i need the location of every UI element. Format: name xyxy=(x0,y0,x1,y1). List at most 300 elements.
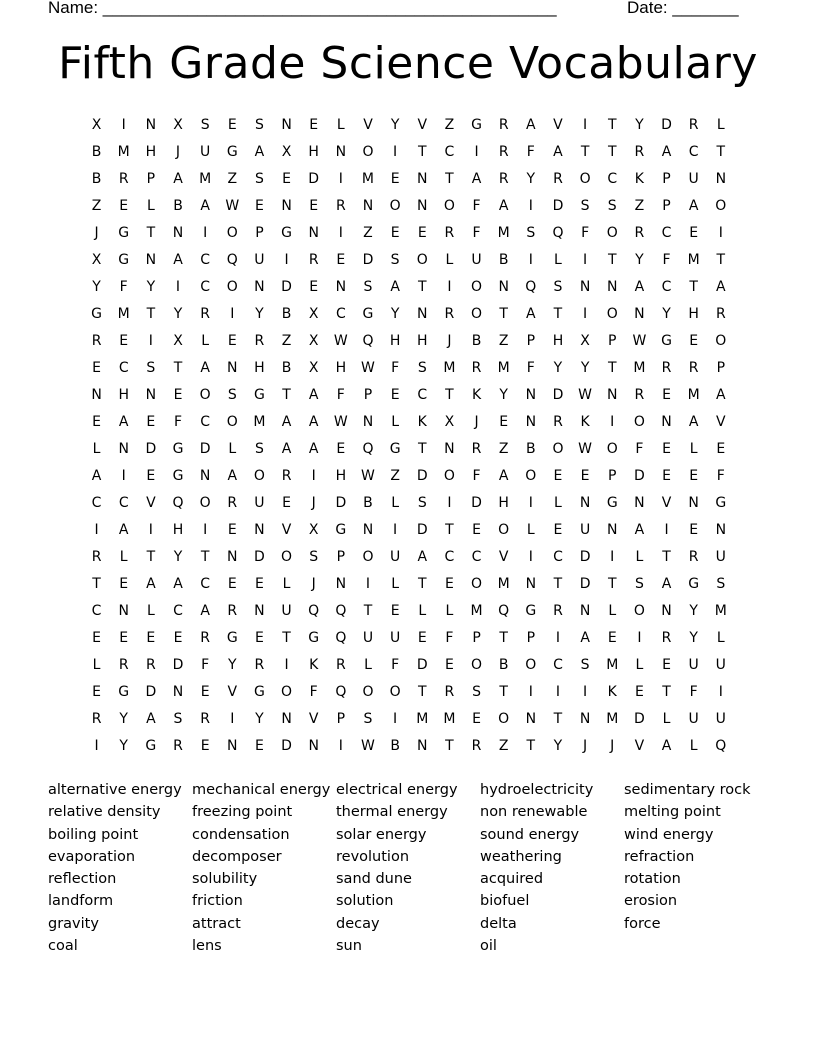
grid-letter[interactable]: U xyxy=(281,603,292,619)
grid-letter[interactable]: O xyxy=(715,333,727,349)
grid-letter[interactable]: Q xyxy=(226,252,238,268)
grid-letter[interactable]: D xyxy=(579,576,591,592)
grid-letter[interactable]: K xyxy=(607,684,617,700)
grid-letter[interactable]: I xyxy=(393,711,398,727)
grid-letter[interactable]: A xyxy=(173,171,183,187)
grid-letter[interactable]: R xyxy=(471,738,482,754)
grid-letter[interactable]: N xyxy=(525,387,537,403)
grid-letter[interactable]: E xyxy=(92,684,101,700)
grid-letter[interactable]: V xyxy=(716,414,726,430)
grid-letter[interactable]: C xyxy=(118,360,129,376)
grid-letter[interactable]: G xyxy=(145,738,157,754)
grid-letter[interactable]: E xyxy=(227,117,237,133)
grid-letter[interactable]: R xyxy=(634,144,645,160)
grid-letter[interactable]: T xyxy=(716,252,726,268)
grid-letter[interactable]: P xyxy=(526,333,536,349)
grid-letter[interactable]: Z xyxy=(227,171,238,187)
grid-letter[interactable]: S xyxy=(526,225,536,241)
grid-letter[interactable]: S xyxy=(254,117,264,133)
grid-letter[interactable]: R xyxy=(444,306,455,322)
grid-letter[interactable]: J xyxy=(311,576,316,592)
grid-letter[interactable]: L xyxy=(689,738,698,754)
grid-letter[interactable]: E xyxy=(227,333,237,349)
grid-letter[interactable]: E xyxy=(499,414,509,430)
grid-letter[interactable]: Y xyxy=(662,306,671,322)
grid-letter[interactable]: L xyxy=(146,198,155,214)
grid-letter[interactable]: O xyxy=(606,225,618,241)
grid-letter[interactable]: D xyxy=(145,441,157,457)
grid-letter[interactable]: Y xyxy=(119,738,128,754)
grid-letter[interactable]: X xyxy=(580,333,590,349)
grid-letter[interactable]: R xyxy=(200,630,210,646)
grid-letter[interactable]: O xyxy=(199,387,211,403)
grid-letter[interactable]: H xyxy=(308,144,319,160)
grid-letter[interactable]: O xyxy=(199,495,211,511)
grid-letter[interactable]: F xyxy=(336,387,345,403)
grid-letter[interactable]: W xyxy=(225,198,240,214)
grid-letter[interactable]: D xyxy=(281,738,292,754)
grid-letter[interactable]: T xyxy=(689,279,698,295)
grid-letter[interactable]: I xyxy=(338,171,343,187)
grid-letter[interactable]: O xyxy=(416,252,428,268)
grid-letter[interactable]: N xyxy=(227,738,238,754)
grid-letter[interactable]: T xyxy=(417,441,427,457)
grid-letter[interactable]: E xyxy=(580,468,590,484)
grid-letter[interactable]: Z xyxy=(281,333,292,349)
grid-letter[interactable]: G xyxy=(715,495,727,511)
grid-letter[interactable]: R xyxy=(118,171,129,187)
grid-letter[interactable]: H xyxy=(172,522,184,538)
grid-letter[interactable]: S xyxy=(254,441,264,457)
grid-letter[interactable]: Z xyxy=(91,198,102,214)
grid-letter[interactable]: C xyxy=(661,279,672,295)
grid-letter[interactable]: K xyxy=(634,171,644,187)
grid-letter[interactable]: N xyxy=(579,603,591,619)
grid-letter[interactable]: E xyxy=(119,576,129,592)
grid-letter[interactable]: E xyxy=(282,171,291,187)
grid-letter[interactable]: T xyxy=(553,306,563,322)
grid-letter[interactable]: N xyxy=(308,225,319,241)
grid-letter[interactable]: N xyxy=(199,468,211,484)
grid-letter[interactable]: P xyxy=(662,171,671,187)
grid-letter[interactable]: U xyxy=(254,252,265,268)
grid-letter[interactable]: X xyxy=(173,333,183,349)
grid-letter[interactable]: T xyxy=(92,576,101,592)
grid-letter[interactable]: E xyxy=(146,630,156,646)
grid-letter[interactable]: L xyxy=(336,117,345,133)
grid-letter[interactable]: I xyxy=(284,252,289,268)
grid-letter[interactable]: O xyxy=(552,441,564,457)
grid-letter[interactable]: T xyxy=(282,387,291,403)
grid-letter[interactable]: D xyxy=(308,171,320,187)
grid-letter[interactable]: X xyxy=(281,144,292,160)
grid-letter[interactable]: U xyxy=(579,522,591,538)
grid-letter[interactable]: W xyxy=(361,738,375,754)
grid-letter[interactable]: S xyxy=(390,252,400,268)
grid-letter[interactable]: I xyxy=(121,468,126,484)
grid-letter[interactable]: T xyxy=(607,360,617,376)
grid-letter[interactable]: H xyxy=(416,333,428,349)
grid-letter[interactable]: N xyxy=(417,306,428,322)
grid-letter[interactable]: Y xyxy=(553,738,563,754)
grid-letter[interactable]: A xyxy=(526,117,536,133)
grid-letter[interactable]: Y xyxy=(553,360,563,376)
grid-letter[interactable]: B xyxy=(471,333,482,349)
grid-letter[interactable]: A xyxy=(200,198,210,214)
grid-letter[interactable]: J xyxy=(175,144,181,160)
grid-letter[interactable]: C xyxy=(417,387,428,403)
grid-letter[interactable]: R xyxy=(661,360,672,376)
grid-letter[interactable]: E xyxy=(227,576,237,592)
grid-letter[interactable]: O xyxy=(281,549,293,565)
grid-letter[interactable]: P xyxy=(716,360,726,376)
grid-letter[interactable]: N xyxy=(715,171,727,187)
grid-letter[interactable]: G xyxy=(606,495,618,511)
grid-letter[interactable]: X xyxy=(308,306,319,322)
grid-letter[interactable]: N xyxy=(118,441,129,457)
grid-letter[interactable]: D xyxy=(416,522,428,538)
grid-letter[interactable]: N xyxy=(281,117,292,133)
grid-letter[interactable]: E xyxy=(146,414,156,430)
grid-letter[interactable]: L xyxy=(445,252,454,268)
grid-letter[interactable]: K xyxy=(309,657,319,673)
grid-letter[interactable]: N xyxy=(335,144,347,160)
grid-letter[interactable]: A xyxy=(390,279,400,295)
grid-letter[interactable]: E xyxy=(146,468,156,484)
grid-letter[interactable]: V xyxy=(363,117,373,133)
grid-letter[interactable]: I xyxy=(175,279,181,295)
grid-letter[interactable]: X xyxy=(308,360,319,376)
grid-letter[interactable]: N xyxy=(362,198,374,214)
grid-letter[interactable]: V xyxy=(498,549,509,565)
grid-letter[interactable]: M xyxy=(606,657,619,673)
grid-letter[interactable]: Q xyxy=(362,333,374,349)
grid-letter[interactable]: E xyxy=(92,360,101,376)
grid-letter[interactable]: E xyxy=(634,684,644,700)
grid-letter[interactable]: O xyxy=(471,306,483,322)
grid-letter[interactable]: A xyxy=(200,603,210,619)
grid-letter[interactable]: N xyxy=(145,117,157,133)
grid-letter[interactable]: Q xyxy=(498,603,510,619)
grid-letter[interactable]: E xyxy=(417,225,427,241)
grid-letter[interactable]: A xyxy=(118,414,129,430)
grid-letter[interactable]: B xyxy=(281,306,292,322)
grid-letter[interactable]: E xyxy=(227,522,237,538)
grid-letter[interactable]: T xyxy=(662,684,671,700)
grid-letter[interactable]: T xyxy=(716,144,726,160)
grid-letter[interactable]: A xyxy=(308,387,319,403)
grid-letter[interactable]: R xyxy=(661,630,672,646)
grid-letter[interactable]: F xyxy=(472,198,481,214)
grid-letter[interactable]: U xyxy=(254,495,265,511)
grid-letter[interactable]: J xyxy=(583,738,588,754)
grid-letter[interactable]: R xyxy=(498,117,509,133)
grid-letter[interactable]: D xyxy=(416,657,428,673)
grid-letter[interactable]: V xyxy=(146,495,156,511)
grid-letter[interactable]: N xyxy=(661,414,672,430)
grid-letter[interactable]: L xyxy=(364,657,372,673)
grid-letter[interactable]: R xyxy=(634,225,645,241)
grid-letter[interactable]: O xyxy=(471,657,483,673)
grid-letter[interactable]: O xyxy=(525,657,537,673)
grid-letter[interactable]: A xyxy=(688,414,699,430)
grid-letter[interactable]: Y xyxy=(390,117,400,133)
grid-letter[interactable]: E xyxy=(689,333,699,349)
grid-letter[interactable]: Y xyxy=(390,306,400,322)
grid-letter[interactable]: F xyxy=(635,441,644,457)
grid-letter[interactable]: D xyxy=(661,117,672,133)
grid-letter[interactable]: T xyxy=(200,549,210,565)
grid-letter[interactable]: V xyxy=(281,522,292,538)
grid-letter[interactable]: F xyxy=(173,414,183,430)
grid-letter[interactable]: L xyxy=(635,549,644,565)
grid-letter[interactable]: Y xyxy=(92,279,101,295)
grid-letter[interactable]: T xyxy=(146,306,156,322)
grid-letter[interactable]: I xyxy=(148,522,153,538)
grid-letter[interactable]: Q xyxy=(335,684,347,700)
grid-letter[interactable]: T xyxy=(607,144,617,160)
grid-letter[interactable]: W xyxy=(578,441,593,457)
grid-letter[interactable]: P xyxy=(336,711,346,727)
grid-letter[interactable]: S xyxy=(580,657,590,673)
grid-letter[interactable]: H xyxy=(145,144,157,160)
grid-letter[interactable]: T xyxy=(417,144,427,160)
grid-letter[interactable]: M xyxy=(633,360,646,376)
grid-letter[interactable]: R xyxy=(498,144,509,160)
grid-letter[interactable]: U xyxy=(688,171,699,187)
grid-letter[interactable]: Q xyxy=(552,225,564,241)
grid-letter[interactable]: Z xyxy=(498,441,509,457)
grid-letter[interactable]: R xyxy=(634,387,645,403)
grid-letter[interactable]: E xyxy=(662,441,671,457)
grid-letter[interactable]: A xyxy=(91,468,102,484)
grid-letter[interactable]: P xyxy=(526,630,536,646)
grid-letter[interactable]: N xyxy=(525,711,537,727)
grid-letter[interactable]: V xyxy=(227,684,238,700)
grid-letter[interactable]: F xyxy=(689,684,698,700)
grid-letter[interactable]: E xyxy=(444,576,454,592)
grid-letter[interactable]: V xyxy=(634,738,645,754)
grid-letter[interactable]: I xyxy=(338,738,343,754)
grid-letter[interactable]: U xyxy=(688,711,699,727)
grid-letter[interactable]: I xyxy=(203,522,208,538)
grid-letter[interactable]: R xyxy=(335,198,346,214)
grid-letter[interactable]: I xyxy=(230,306,235,322)
grid-letter[interactable]: R xyxy=(281,468,292,484)
grid-letter[interactable]: L xyxy=(554,252,562,268)
grid-letter[interactable]: F xyxy=(526,144,535,160)
grid-letter[interactable]: M xyxy=(606,711,619,727)
grid-letter[interactable]: O xyxy=(226,279,238,295)
grid-letter[interactable]: S xyxy=(254,171,264,187)
grid-letter[interactable]: W xyxy=(361,360,375,376)
grid-letter[interactable]: A xyxy=(498,198,509,214)
grid-letter[interactable]: T xyxy=(417,576,427,592)
grid-letter[interactable]: I xyxy=(718,684,723,700)
grid-letter[interactable]: U xyxy=(389,630,401,646)
grid-letter[interactable]: E xyxy=(119,198,129,214)
grid-letter[interactable]: B xyxy=(526,441,536,457)
grid-letter[interactable]: E xyxy=(444,657,454,673)
grid-letter[interactable]: A xyxy=(553,144,563,160)
grid-letter[interactable]: F xyxy=(472,468,481,484)
grid-letter[interactable]: O xyxy=(281,684,293,700)
grid-letter[interactable]: I xyxy=(583,306,588,322)
grid-letter[interactable]: Q xyxy=(335,630,347,646)
grid-letter[interactable]: P xyxy=(336,549,346,565)
grid-letter[interactable]: H xyxy=(688,306,699,322)
grid-letter[interactable]: N xyxy=(417,738,428,754)
grid-letter[interactable]: T xyxy=(146,225,156,241)
grid-letter[interactable]: Y xyxy=(255,711,264,727)
grid-letter[interactable]: G xyxy=(688,576,700,592)
grid-letter[interactable]: D xyxy=(172,657,184,673)
grid-letter[interactable]: H xyxy=(389,333,401,349)
grid-letter[interactable]: N xyxy=(362,414,374,430)
grid-letter[interactable]: G xyxy=(362,306,374,322)
grid-letter[interactable]: T xyxy=(553,576,563,592)
grid-letter[interactable]: X xyxy=(444,414,455,430)
grid-letter[interactable]: E xyxy=(662,657,671,673)
grid-letter[interactable]: L xyxy=(201,333,210,349)
grid-letter[interactable]: Y xyxy=(689,603,698,619)
grid-letter[interactable]: C xyxy=(553,549,563,565)
grid-letter[interactable]: E xyxy=(336,441,346,457)
grid-letter[interactable]: Y xyxy=(499,387,508,403)
grid-letter[interactable]: I xyxy=(94,522,99,538)
grid-letter[interactable]: N xyxy=(145,387,157,403)
grid-letter[interactable]: O xyxy=(633,414,645,430)
grid-letter[interactable]: F xyxy=(472,225,481,241)
grid-letter[interactable]: O xyxy=(715,198,727,214)
grid-letter[interactable]: V xyxy=(553,117,563,133)
grid-letter[interactable]: O xyxy=(389,198,401,214)
grid-letter[interactable]: C xyxy=(200,414,211,430)
grid-letter[interactable]: R xyxy=(498,171,509,187)
grid-letter[interactable]: O xyxy=(606,306,618,322)
grid-letter[interactable]: S xyxy=(309,549,319,565)
grid-letter[interactable]: R xyxy=(471,360,482,376)
grid-letter[interactable]: N xyxy=(118,603,129,619)
grid-letter[interactable]: F xyxy=(662,252,671,268)
grid-letter[interactable]: C xyxy=(91,603,102,619)
grid-letter[interactable]: X xyxy=(173,117,183,133)
grid-letter[interactable]: A xyxy=(281,441,292,457)
grid-letter[interactable]: O xyxy=(443,198,455,214)
grid-letter[interactable]: C xyxy=(173,603,183,619)
grid-letter[interactable]: L xyxy=(391,576,400,592)
grid-letter[interactable]: O xyxy=(471,279,483,295)
grid-letter[interactable]: S xyxy=(417,360,427,376)
grid-letter[interactable]: R xyxy=(145,657,156,673)
grid-letter[interactable]: V xyxy=(417,117,428,133)
grid-letter[interactable]: K xyxy=(471,387,482,403)
grid-letter[interactable]: D xyxy=(335,495,347,511)
grid-letter[interactable]: C xyxy=(471,549,482,565)
grid-letter[interactable]: Y xyxy=(146,279,156,295)
grid-letter[interactable]: E xyxy=(689,468,699,484)
grid-letter[interactable]: M xyxy=(253,414,266,430)
grid-letter[interactable]: G xyxy=(118,684,130,700)
grid-letter[interactable]: I xyxy=(555,684,561,700)
grid-letter[interactable]: D xyxy=(552,387,564,403)
grid-letter[interactable]: N xyxy=(525,576,537,592)
grid-letter[interactable]: O xyxy=(362,144,374,160)
grid-letter[interactable]: A xyxy=(580,630,590,646)
grid-letter[interactable]: G xyxy=(308,630,320,646)
grid-letter[interactable]: I xyxy=(474,144,479,160)
grid-letter[interactable]: H xyxy=(118,387,129,403)
grid-letter[interactable]: F xyxy=(309,684,318,700)
grid-letter[interactable]: S xyxy=(363,711,373,727)
grid-letter[interactable]: R xyxy=(227,603,238,619)
grid-letter[interactable]: E xyxy=(254,630,264,646)
grid-letter[interactable]: L xyxy=(662,711,671,727)
grid-letter[interactable]: R xyxy=(91,711,102,727)
grid-letter[interactable]: P xyxy=(472,630,481,646)
grid-letter[interactable]: A xyxy=(200,360,210,376)
grid-letter[interactable]: N xyxy=(335,576,347,592)
grid-letter[interactable]: O xyxy=(606,441,618,457)
grid-letter[interactable]: I xyxy=(664,522,669,538)
grid-letter[interactable]: A xyxy=(661,144,672,160)
grid-letter[interactable]: U xyxy=(715,549,726,565)
grid-letter[interactable]: N xyxy=(634,495,645,511)
grid-letter[interactable]: R xyxy=(308,252,319,268)
grid-letter[interactable]: B xyxy=(498,252,509,268)
grid-letter[interactable]: J xyxy=(610,738,615,754)
grid-letter[interactable]: E xyxy=(716,441,726,457)
grid-letter[interactable]: I xyxy=(528,684,533,700)
grid-letter[interactable]: I xyxy=(583,117,588,133)
grid-letter[interactable]: R xyxy=(471,441,482,457)
grid-letter[interactable]: G xyxy=(389,441,401,457)
grid-letter[interactable]: M xyxy=(497,225,510,241)
grid-letter[interactable]: R xyxy=(91,549,102,565)
grid-letter[interactable]: O xyxy=(443,468,455,484)
grid-letter[interactable]: E xyxy=(662,387,671,403)
grid-letter[interactable]: R xyxy=(444,225,455,241)
grid-letter[interactable]: M xyxy=(687,252,700,268)
grid-letter[interactable]: T xyxy=(580,144,590,160)
grid-letter[interactable]: R xyxy=(200,306,210,322)
grid-letter[interactable]: N xyxy=(715,522,727,538)
grid-letter[interactable]: R xyxy=(688,360,699,376)
grid-letter[interactable]: H xyxy=(552,333,564,349)
grid-letter[interactable]: G xyxy=(471,117,482,133)
grid-letter[interactable]: L xyxy=(391,414,400,430)
grid-letter[interactable]: I xyxy=(311,468,316,484)
grid-letter[interactable]: R xyxy=(91,333,102,349)
grid-letter[interactable]: O xyxy=(579,171,591,187)
grid-letter[interactable]: L xyxy=(418,603,427,619)
grid-letter[interactable]: N xyxy=(254,522,265,538)
grid-letter[interactable]: M xyxy=(117,144,130,160)
grid-letter[interactable]: B xyxy=(91,144,102,160)
grid-letter[interactable]: N xyxy=(498,279,509,295)
grid-letter[interactable]: I xyxy=(583,252,588,268)
grid-letter[interactable]: R xyxy=(553,603,563,619)
grid-letter[interactable]: Y xyxy=(173,549,183,565)
grid-letter[interactable]: I xyxy=(393,522,398,538)
grid-letter[interactable]: E xyxy=(200,684,210,700)
grid-letter[interactable]: C xyxy=(661,225,672,241)
grid-letter[interactable]: D xyxy=(362,252,374,268)
grid-letter[interactable]: X xyxy=(91,252,102,268)
grid-letter[interactable]: M xyxy=(714,603,727,619)
grid-letter[interactable]: A xyxy=(634,522,645,538)
grid-letter[interactable]: Z xyxy=(363,225,373,241)
